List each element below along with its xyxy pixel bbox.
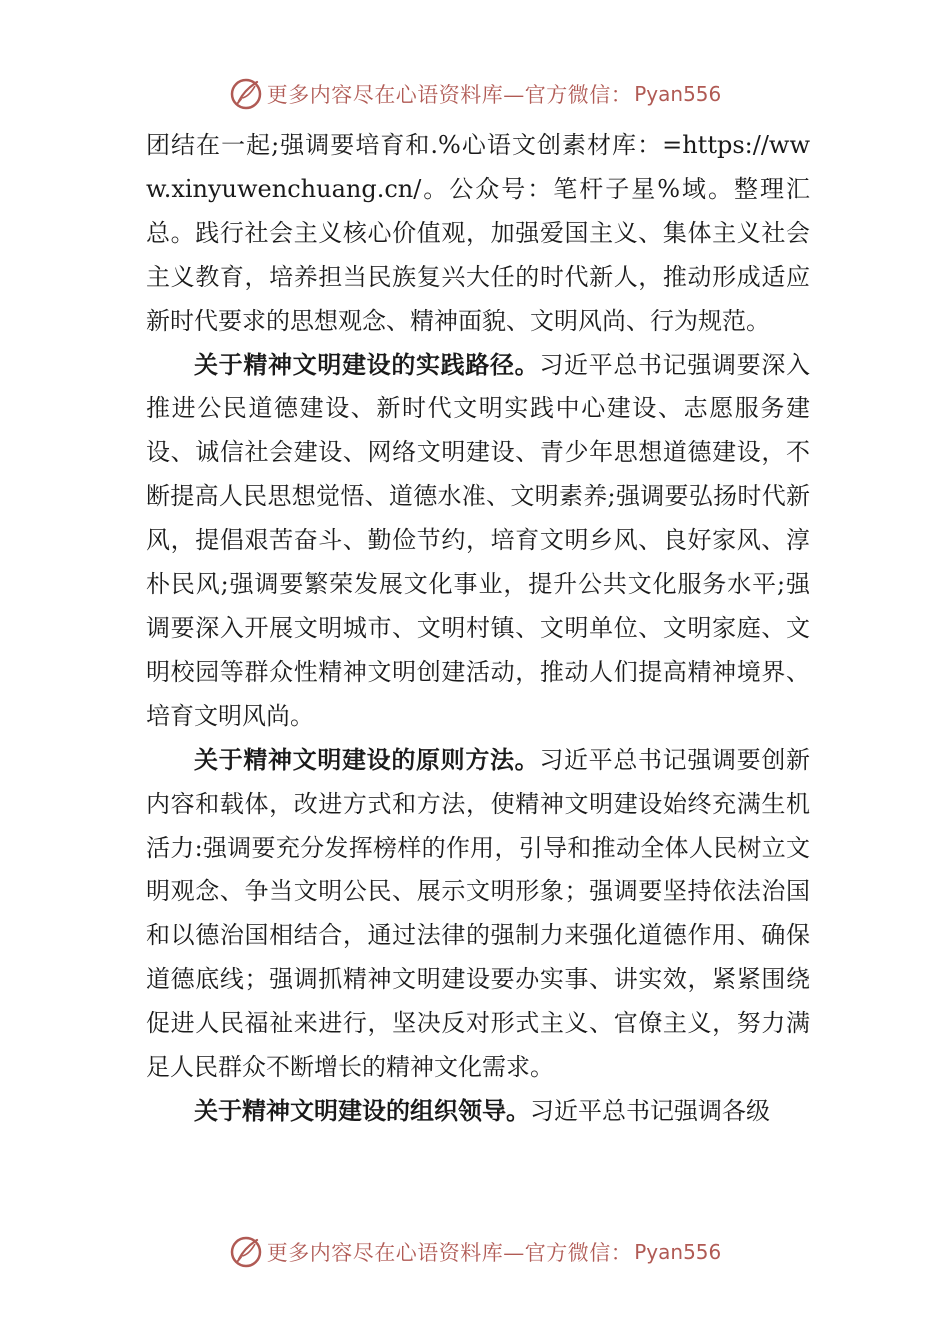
paragraph-4 xyxy=(146,1090,810,1134)
banner-text: 更多内容尽在心语资料库—官方微信： xyxy=(266,83,633,107)
document-body xyxy=(146,124,810,1134)
paragraph-3 xyxy=(146,739,810,1090)
paragraph-text: 习近平总书记强调要创新内容和载体，改进方式和方法，使精神文明建设始终充满生机活力:强调要充分发挥榜样的作用，引导和推动全体人民树立文明观念、争当文明公民、展示文明形象；强调要坚持依法治国和以德治国相结合，通过法律的强制力来强化道德作用、确保道德底线；强调抓精神文明建设要办实事、讲实效，紧紧围绕促进人民福祉来进行，坚决反对形式主义、官僚主义，努力满足人民群众不断增长的精神文化需求。 xyxy=(146,745,811,1082)
paragraph-lead: 关于精神文明建设的实践路径。 xyxy=(194,350,540,379)
paragraph-2 xyxy=(146,344,810,739)
paragraph-lead: 关于精神文明建设的原则方法。 xyxy=(194,745,540,774)
paragraph-text: 习近平总书记强调要深入推进公民道德建设、新时代文明实践中心建设、志愿服务建设、诚信社会建设、网络文明建设、青少年思想道德建设，不断提高人民思想觉悟、道德水准、文明素养;强调要弘扬时代新风，提倡艰苦奋斗、勤俭节约，培育文明乡风、良好家风、淳朴民风;强调要繁荣发展文化事业，提升公共文化服务水平;强调要深入开展文明城市、文明村镇、文明单位、文明家庭、文明校园等群众性精神文明创建活动，推动人们提高精神境界、培育文明风尚。 xyxy=(146,350,811,730)
quill-seal-icon xyxy=(229,1235,263,1269)
banner-text: 更多内容尽在心语资料库—官方微信： xyxy=(266,1241,633,1265)
footer-banner xyxy=(0,1232,950,1272)
paragraph-1 xyxy=(146,124,810,344)
paragraph-text: 习近平总书记强调各级 xyxy=(530,1096,770,1125)
paragraph-text: 团结在一起;强调要培育和.%心语文创素材库：=https://www.xinyuwenchuang.cn/。公众号：笔杆子星%域。整理汇总。践行社会主义核心价值观，加强爱国主义、集体主义社会主义教育，培养担当民族复兴大任的时代新人，推动形成适应新时代要求的思想观念、精神面貌、文明风尚、行为规范。 xyxy=(146,131,810,335)
banner-wechat-id: Pyan556 xyxy=(634,82,722,106)
paragraph-lead: 关于精神文明建设的组织领导。 xyxy=(194,1096,530,1125)
banner-wechat-id: Pyan556 xyxy=(634,1240,722,1264)
quill-seal-icon xyxy=(229,77,263,111)
header-banner xyxy=(0,74,950,114)
